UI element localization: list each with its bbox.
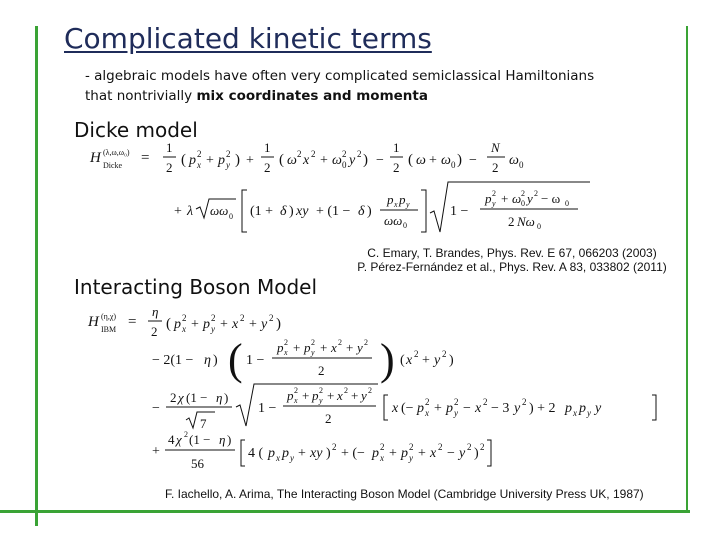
svg-text:2: 2 bbox=[492, 160, 499, 175]
svg-text:2: 2 bbox=[338, 338, 342, 347]
svg-text:y: y bbox=[409, 453, 413, 463]
svg-text:p: p bbox=[304, 340, 311, 355]
svg-text:y: y bbox=[319, 396, 323, 405]
svg-text:2: 2 bbox=[438, 442, 443, 452]
svg-text:+: + bbox=[302, 388, 310, 403]
svg-text:y: y bbox=[357, 340, 363, 355]
svg-text:2: 2 bbox=[184, 430, 188, 439]
svg-text:7: 7 bbox=[200, 416, 207, 431]
svg-text:−: − bbox=[469, 153, 477, 168]
svg-text:56: 56 bbox=[191, 456, 204, 471]
svg-text:2: 2 bbox=[332, 442, 337, 452]
svg-text:Nω: Nω bbox=[517, 214, 535, 229]
svg-text:(: ( bbox=[181, 152, 186, 168]
svg-text:η: η bbox=[216, 390, 223, 405]
svg-text:2: 2 bbox=[294, 386, 298, 395]
svg-text:x: x bbox=[394, 200, 398, 209]
svg-text:x: x bbox=[337, 388, 343, 403]
svg-text:(1 +: (1 + bbox=[250, 204, 274, 219]
svg-text:x: x bbox=[294, 396, 298, 405]
svg-text:− ω: − ω bbox=[541, 191, 561, 206]
svg-text:2: 2 bbox=[318, 363, 325, 378]
svg-text:η: η bbox=[204, 353, 211, 368]
svg-text:y: y bbox=[261, 317, 268, 332]
svg-text:+: + bbox=[246, 153, 254, 168]
svg-text:2: 2 bbox=[197, 149, 202, 159]
svg-text:2: 2 bbox=[342, 149, 347, 159]
svg-text:p: p bbox=[401, 446, 408, 461]
svg-text:(: ( bbox=[400, 353, 405, 368]
svg-text:− 3: − 3 bbox=[491, 401, 510, 416]
svg-text:): ) bbox=[235, 152, 240, 168]
svg-text:χ: χ bbox=[176, 432, 182, 447]
svg-text:=: = bbox=[141, 150, 150, 166]
svg-text:(1 −: (1 − bbox=[186, 390, 208, 405]
svg-text:+: + bbox=[422, 353, 430, 368]
bullet-line-2-prefix: that nontrivially bbox=[85, 88, 197, 104]
svg-text:p: p bbox=[282, 446, 289, 461]
svg-text:y: y bbox=[361, 388, 367, 403]
svg-text:+: + bbox=[191, 317, 199, 332]
svg-text:x: x bbox=[331, 340, 337, 355]
svg-text:2: 2 bbox=[297, 149, 302, 159]
svg-text:2: 2 bbox=[211, 313, 216, 323]
svg-text:−: − bbox=[447, 446, 455, 461]
svg-text:): ) bbox=[449, 353, 454, 368]
svg-text:p: p bbox=[203, 317, 210, 332]
svg-text:=: = bbox=[128, 314, 137, 330]
svg-text:−: − bbox=[463, 401, 471, 416]
svg-text:+: + bbox=[434, 401, 442, 416]
svg-text:+ (1 −: + (1 − bbox=[316, 204, 351, 219]
svg-text:1: 1 bbox=[393, 140, 400, 155]
svg-text:): ) bbox=[380, 335, 395, 384]
svg-text:0: 0 bbox=[403, 221, 407, 230]
svg-text:p: p bbox=[399, 192, 406, 207]
svg-text:1: 1 bbox=[264, 140, 271, 155]
svg-text:1 −: 1 − bbox=[450, 204, 469, 219]
svg-text:y: y bbox=[349, 153, 356, 168]
svg-text:λ: λ bbox=[187, 204, 194, 219]
svg-text:): ) bbox=[474, 446, 479, 461]
svg-text:x: x bbox=[475, 401, 482, 416]
svg-text:Dicke: Dicke bbox=[103, 161, 123, 170]
svg-text:ωω: ωω bbox=[210, 203, 229, 218]
svg-text:2: 2 bbox=[240, 313, 245, 323]
svg-text:2: 2 bbox=[508, 214, 515, 229]
svg-text:+: + bbox=[152, 444, 160, 459]
svg-text:+: + bbox=[389, 446, 397, 461]
svg-text:p: p bbox=[218, 153, 225, 168]
svg-text:2: 2 bbox=[409, 442, 414, 452]
svg-text:2: 2 bbox=[226, 149, 231, 159]
svg-text:): ) bbox=[213, 353, 218, 368]
section-dicke-model: Dicke model bbox=[74, 118, 198, 142]
svg-text:0: 0 bbox=[342, 160, 347, 170]
svg-text:): ) bbox=[289, 204, 294, 219]
dicke-reference-2: P. Pérez-Fernández et al., Phys. Rev. A 83, 033802 (2011) bbox=[357, 260, 667, 274]
svg-text:+: + bbox=[418, 446, 426, 461]
svg-text:y: y bbox=[595, 401, 602, 416]
svg-text:2: 2 bbox=[521, 189, 525, 198]
svg-text:p: p bbox=[387, 192, 394, 207]
svg-text:p: p bbox=[268, 446, 275, 461]
svg-text:): ) bbox=[224, 390, 229, 405]
svg-text:2: 2 bbox=[264, 160, 271, 175]
svg-text:): ) bbox=[276, 316, 281, 332]
svg-text:) + 2: ) + 2 bbox=[529, 401, 556, 416]
svg-text:p: p bbox=[174, 317, 181, 332]
svg-text:2: 2 bbox=[269, 313, 274, 323]
svg-text:1: 1 bbox=[166, 140, 173, 155]
svg-text:y: y bbox=[434, 353, 441, 368]
svg-text:p: p bbox=[312, 388, 319, 403]
svg-text:ω: ω bbox=[416, 153, 426, 168]
svg-text:p: p bbox=[485, 191, 492, 206]
svg-text:2: 2 bbox=[425, 397, 430, 407]
svg-text:H: H bbox=[90, 150, 101, 166]
svg-text:+: + bbox=[293, 340, 301, 355]
bullet-line-1: - algebraic models have often very complicated semiclassical Hamiltonians bbox=[85, 68, 595, 84]
svg-text:2: 2 bbox=[414, 349, 419, 359]
svg-text:1 −: 1 − bbox=[258, 401, 277, 416]
svg-text:2: 2 bbox=[166, 160, 173, 175]
svg-text:y: y bbox=[454, 408, 458, 418]
svg-text:(: ( bbox=[408, 152, 413, 168]
svg-text:0: 0 bbox=[565, 199, 569, 208]
svg-text:2: 2 bbox=[319, 386, 323, 395]
svg-text:): ) bbox=[363, 152, 368, 168]
svg-text:2: 2 bbox=[467, 442, 472, 452]
svg-text:p: p bbox=[579, 401, 586, 416]
svg-text:x: x bbox=[197, 160, 201, 170]
svg-text:2: 2 bbox=[534, 189, 538, 198]
svg-text:2: 2 bbox=[344, 386, 348, 395]
svg-text:2: 2 bbox=[480, 442, 485, 452]
svg-text:x: x bbox=[392, 401, 399, 416]
svg-text:2: 2 bbox=[357, 149, 362, 159]
svg-text:y: y bbox=[290, 453, 294, 463]
svg-text:η: η bbox=[219, 432, 226, 447]
bullet-line-2-bold: mix coordinates and momenta bbox=[196, 88, 428, 104]
svg-text:χ: χ bbox=[178, 390, 184, 405]
svg-text:(: ( bbox=[279, 152, 284, 168]
svg-text:): ) bbox=[227, 432, 232, 447]
svg-text:2: 2 bbox=[368, 386, 372, 395]
svg-text:0: 0 bbox=[229, 212, 233, 221]
svg-text:y: y bbox=[211, 324, 215, 334]
svg-text:2: 2 bbox=[182, 313, 187, 323]
svg-text:0: 0 bbox=[451, 160, 456, 170]
svg-text:IBM: IBM bbox=[101, 325, 117, 334]
svg-text:y: y bbox=[527, 191, 533, 206]
svg-text:0: 0 bbox=[521, 199, 525, 208]
svg-text:2: 2 bbox=[364, 338, 368, 347]
svg-text:+: + bbox=[501, 191, 509, 206]
svg-text:+ (−: + (− bbox=[341, 446, 365, 461]
svg-text:0: 0 bbox=[519, 160, 524, 170]
svg-text:p: p bbox=[189, 153, 196, 168]
svg-text:ω: ω bbox=[441, 153, 451, 168]
svg-text:p: p bbox=[287, 388, 294, 403]
svg-text:ωω: ωω bbox=[384, 213, 403, 228]
svg-text:δ: δ bbox=[280, 204, 287, 219]
svg-text:ω: ω bbox=[512, 191, 522, 206]
section-interacting-boson-model: Interacting Boson Model bbox=[74, 275, 318, 299]
svg-text:4: 4 bbox=[168, 432, 175, 447]
svg-text:x: x bbox=[232, 317, 239, 332]
svg-text:xy: xy bbox=[310, 446, 323, 461]
svg-text:x: x bbox=[284, 348, 288, 357]
svg-text:2: 2 bbox=[380, 442, 385, 452]
dicke-reference-1: C. Emary, T. Brandes, Phys. Rev. E 67, 066203 (2003) bbox=[367, 246, 657, 260]
svg-text:(: ( bbox=[166, 316, 171, 332]
svg-text:+: + bbox=[320, 153, 328, 168]
svg-text:2: 2 bbox=[393, 160, 400, 175]
svg-text:ω: ω bbox=[509, 153, 519, 168]
svg-text:+: + bbox=[249, 317, 257, 332]
svg-text:+: + bbox=[320, 340, 328, 355]
svg-text:(λ,ω,ω₀): (λ,ω,ω₀) bbox=[103, 148, 130, 157]
svg-text:2: 2 bbox=[483, 397, 488, 407]
svg-text:): ) bbox=[367, 204, 372, 219]
svg-text:y: y bbox=[492, 199, 496, 208]
svg-text:+: + bbox=[327, 388, 335, 403]
svg-text:y: y bbox=[311, 348, 315, 357]
svg-text:y: y bbox=[587, 408, 591, 418]
svg-text:x: x bbox=[573, 408, 577, 418]
svg-text:(η,χ): (η,χ) bbox=[101, 312, 117, 321]
svg-text:2: 2 bbox=[454, 397, 459, 407]
svg-text:N: N bbox=[491, 140, 500, 155]
svg-text:2: 2 bbox=[170, 390, 177, 405]
svg-text:x: x bbox=[380, 453, 384, 463]
svg-text:(−: (− bbox=[401, 401, 414, 416]
svg-text:2: 2 bbox=[325, 411, 332, 426]
svg-text:x: x bbox=[430, 446, 437, 461]
ibm-reference: F. Iachello, A. Arima, The Interacting Boson Model (Cambridge University Press UK, 1987) bbox=[165, 487, 644, 501]
svg-text:p: p bbox=[565, 401, 572, 416]
svg-text:x: x bbox=[276, 453, 280, 463]
svg-text:+: + bbox=[351, 388, 359, 403]
svg-text:+: + bbox=[220, 317, 228, 332]
svg-text:2: 2 bbox=[522, 397, 527, 407]
svg-text:+: + bbox=[206, 153, 214, 168]
svg-text:2: 2 bbox=[442, 349, 447, 359]
svg-text:H: H bbox=[88, 314, 99, 330]
svg-text:y: y bbox=[226, 160, 230, 170]
svg-text:+: + bbox=[429, 153, 437, 168]
svg-text:η: η bbox=[152, 304, 159, 319]
svg-text:+: + bbox=[298, 446, 306, 461]
svg-text:−: − bbox=[152, 401, 160, 416]
svg-text:1 −: 1 − bbox=[246, 353, 265, 368]
svg-text:p: p bbox=[446, 401, 453, 416]
svg-text:4 (: 4 ( bbox=[248, 446, 264, 461]
svg-text:p: p bbox=[372, 446, 379, 461]
svg-text:0: 0 bbox=[537, 222, 541, 231]
svg-text:x: x bbox=[182, 324, 186, 334]
svg-text:): ) bbox=[326, 446, 331, 461]
svg-text:(: ( bbox=[228, 335, 243, 384]
svg-text:−: − bbox=[376, 153, 384, 168]
svg-text:2: 2 bbox=[151, 324, 158, 339]
svg-text:2: 2 bbox=[311, 338, 315, 347]
svg-text:δ: δ bbox=[358, 204, 365, 219]
svg-text:2: 2 bbox=[492, 189, 496, 198]
svg-text:(1 −: (1 − bbox=[189, 432, 211, 447]
svg-text:p: p bbox=[277, 340, 284, 355]
svg-text:x: x bbox=[425, 408, 429, 418]
svg-text:+: + bbox=[346, 340, 354, 355]
svg-text:y: y bbox=[459, 446, 466, 461]
svg-text:x: x bbox=[303, 153, 310, 168]
svg-text:ω: ω bbox=[287, 153, 297, 168]
svg-text:2: 2 bbox=[311, 149, 316, 159]
svg-text:y: y bbox=[406, 200, 410, 209]
svg-text:2: 2 bbox=[284, 338, 288, 347]
svg-text:− 2(1 −: − 2(1 − bbox=[152, 353, 194, 368]
svg-text:y: y bbox=[514, 401, 521, 416]
svg-text:+: + bbox=[174, 204, 182, 219]
slide-title: Complicated kinetic terms bbox=[64, 22, 432, 55]
svg-text:ω: ω bbox=[332, 153, 342, 168]
svg-text:): ) bbox=[457, 152, 462, 168]
svg-text:x: x bbox=[406, 353, 413, 368]
svg-text:xy: xy bbox=[296, 204, 309, 219]
svg-text:p: p bbox=[417, 401, 424, 416]
